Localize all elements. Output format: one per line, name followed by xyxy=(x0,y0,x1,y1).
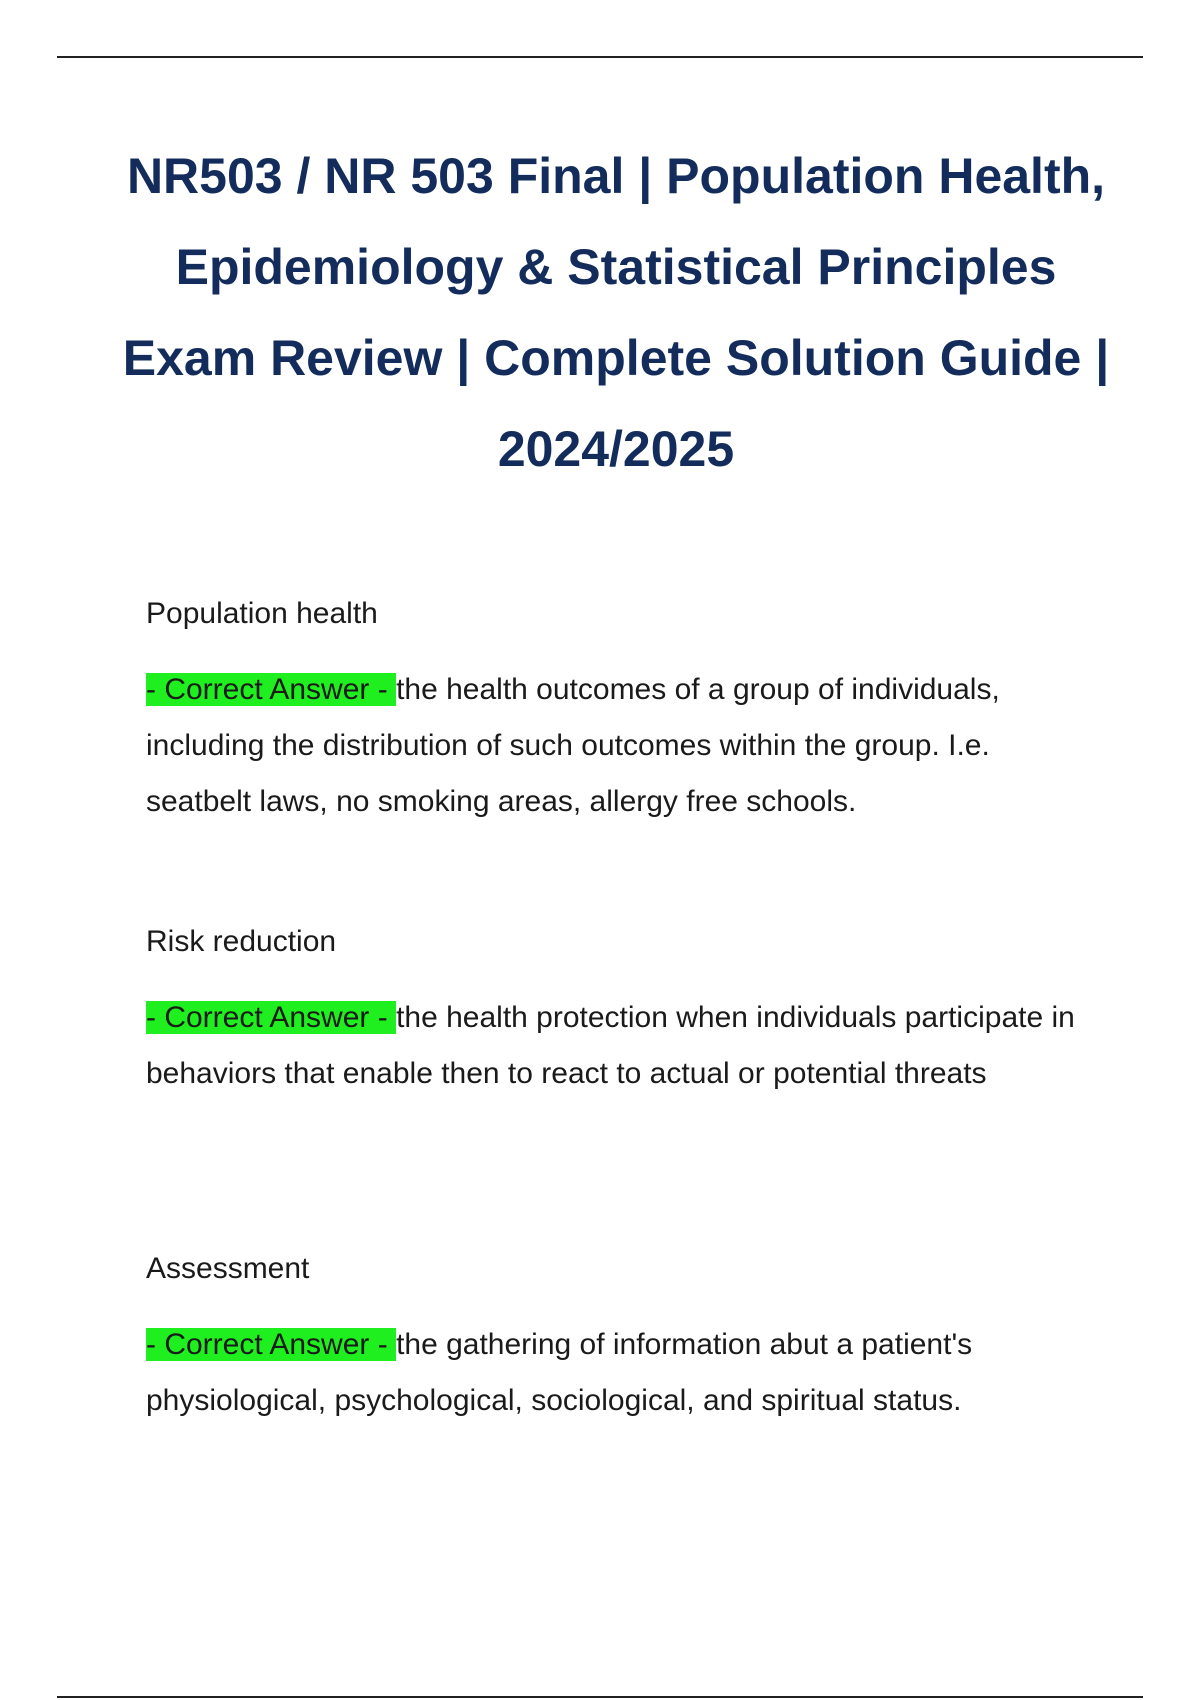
answer-body: the gathering of information abut a patient's physiological, psychological, sociological, and spiritual status. xyxy=(146,1328,973,1417)
qa-item xyxy=(146,594,1086,830)
qa-item xyxy=(146,922,1086,1102)
bottom-rule xyxy=(57,1696,1143,1698)
qa-item xyxy=(146,1249,1086,1429)
correct-answer-tag: - Correct Answer - xyxy=(146,1001,397,1034)
question-text: Assessment xyxy=(146,1252,310,1285)
top-rule xyxy=(57,56,1143,58)
question-text: Risk reduction xyxy=(146,925,337,958)
answer-text xyxy=(146,1317,1086,1429)
answer-body: the health protection when individuals participate in behaviors that enable then to react to actual or potential threats xyxy=(146,1001,1075,1090)
correct-answer-tag: - Correct Answer - xyxy=(146,673,397,706)
answer-text xyxy=(146,990,1086,1102)
answer-text xyxy=(146,662,1086,830)
document-title: NR503 / NR 503 Final | Population Health, Epidemiology & Statistical Principles Exam Review | Complete Solution Guide | 2024/2025 xyxy=(122,148,1110,477)
question-text: Population health xyxy=(146,597,378,630)
answer-body: the health outcomes of a group of individuals, including the distribution of such outcomes within the group. I.e. seatbelt laws, no smoking areas, allergy free schools. xyxy=(146,673,1000,818)
correct-answer-tag: - Correct Answer - xyxy=(146,1328,397,1361)
